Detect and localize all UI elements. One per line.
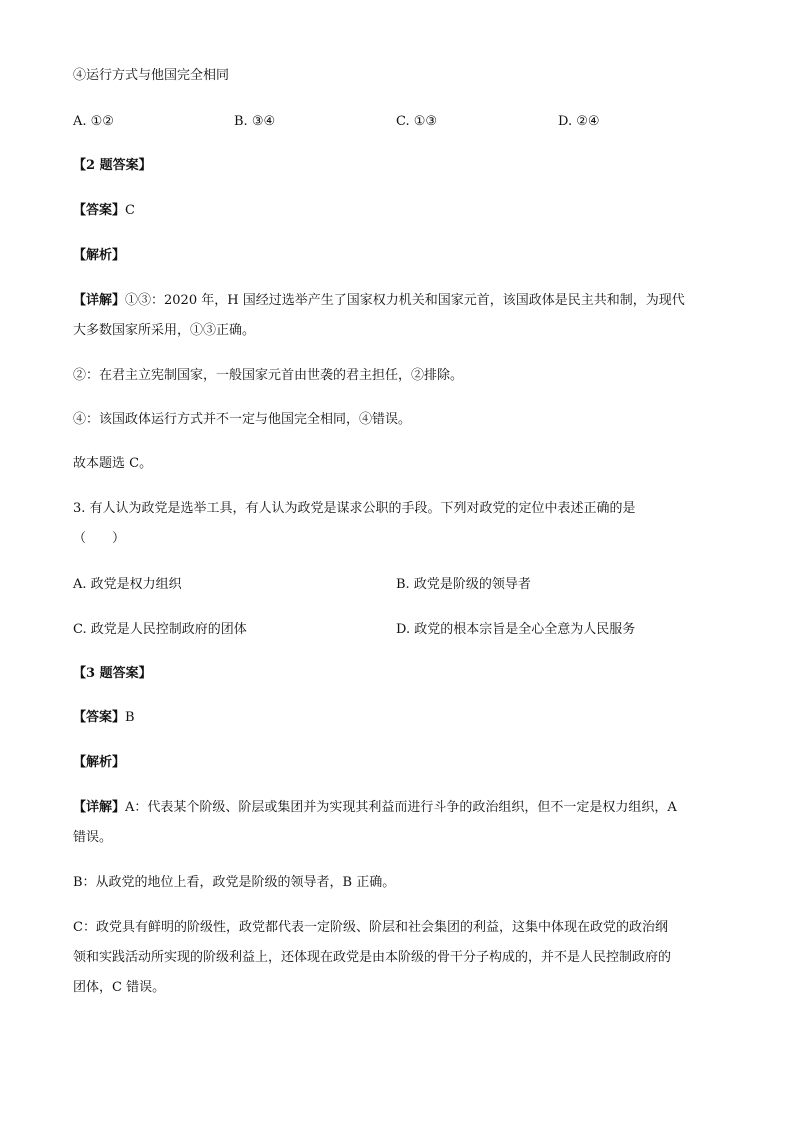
q3-detail-c-line-2: 领和实践活动所实现的阶级利益上，还体现在政党是由本阶级的骨干分子构成的，并不是人民控制政府的 <box>73 950 672 965</box>
q3-stem: 3. 有人认为政党是选举工具，有人认为政党是谋求公职的手段。下列对政党的定位中表述正确的是 <box>73 501 636 516</box>
q2-answer-line <box>73 202 135 220</box>
detail-text: A：代表某个阶级、阶层或集团并为实现其利益而进行斗争的政治组织，但不一定是权力组织，A <box>125 800 677 815</box>
q3-detail-a-line-1 <box>73 799 677 817</box>
answer-value: B <box>125 710 135 725</box>
q2-detail-line-2: ②：在君主立宪制国家，一般国家元首由世袭的君主担任，②排除。 <box>73 368 464 383</box>
detail-label: 【详解】 <box>73 800 126 815</box>
q3-detail-a-line-2: 错误。 <box>73 830 113 845</box>
statement-4: ④运行方式与他国完全相同 <box>73 68 230 83</box>
q2-detail-line-1 <box>73 292 685 310</box>
answer-value: C <box>125 203 135 218</box>
q2-detail-line-1b: 大多数国家所采用，①③正确。 <box>73 323 256 338</box>
q3-option-c: C. 政党是人民控制政府的团体 <box>73 622 247 637</box>
detail-text: ①③：2020 年，H 国经过选举产生了国家权力机关和国家元首，该国政体是民主共和制，为现代 <box>125 293 685 308</box>
q3-detail-c-line-3: 团体，C 错误。 <box>73 980 166 995</box>
detail-label: 【详解】 <box>73 293 126 308</box>
q3-option-a: A. 政党是权力组织 <box>73 577 182 592</box>
answer-label: 【答案】 <box>73 710 126 725</box>
q3-analysis-header: 【解析】 <box>73 755 126 770</box>
q3-paren: （ ） <box>73 531 126 546</box>
q2-option-a: A. ①② <box>73 114 114 129</box>
q2-conclusion: 故本题选 C。 <box>73 456 153 471</box>
q3-answer-line <box>73 709 135 727</box>
q2-option-d: D. ②④ <box>558 114 600 129</box>
q3-answer-header: 【3 题答案】 <box>73 666 152 681</box>
q2-detail-line-3: ④：该国政体运行方式并不一定与他国完全相同，④错误。 <box>73 412 412 427</box>
q2-option-b: B. ③④ <box>234 114 276 129</box>
q3-detail-c-line-1: C：政党具有鲜明的阶级性，政党都代表一定阶级、阶层和社会集团的利益，这集中体现在政党的政治纲 <box>73 920 668 935</box>
q3-option-d: D. 政党的根本宗旨是全心全意为人民服务 <box>396 622 636 637</box>
q3-option-b: B. 政党是阶级的领导者 <box>396 577 531 592</box>
q2-answer-header: 【2 题答案】 <box>73 158 152 173</box>
q2-option-c: C. ①③ <box>396 114 438 129</box>
q3-detail-b: B：从政党的地位上看，政党是阶级的领导者，B 正确。 <box>73 875 396 890</box>
q2-analysis-header: 【解析】 <box>73 248 126 263</box>
answer-label: 【答案】 <box>73 203 126 218</box>
